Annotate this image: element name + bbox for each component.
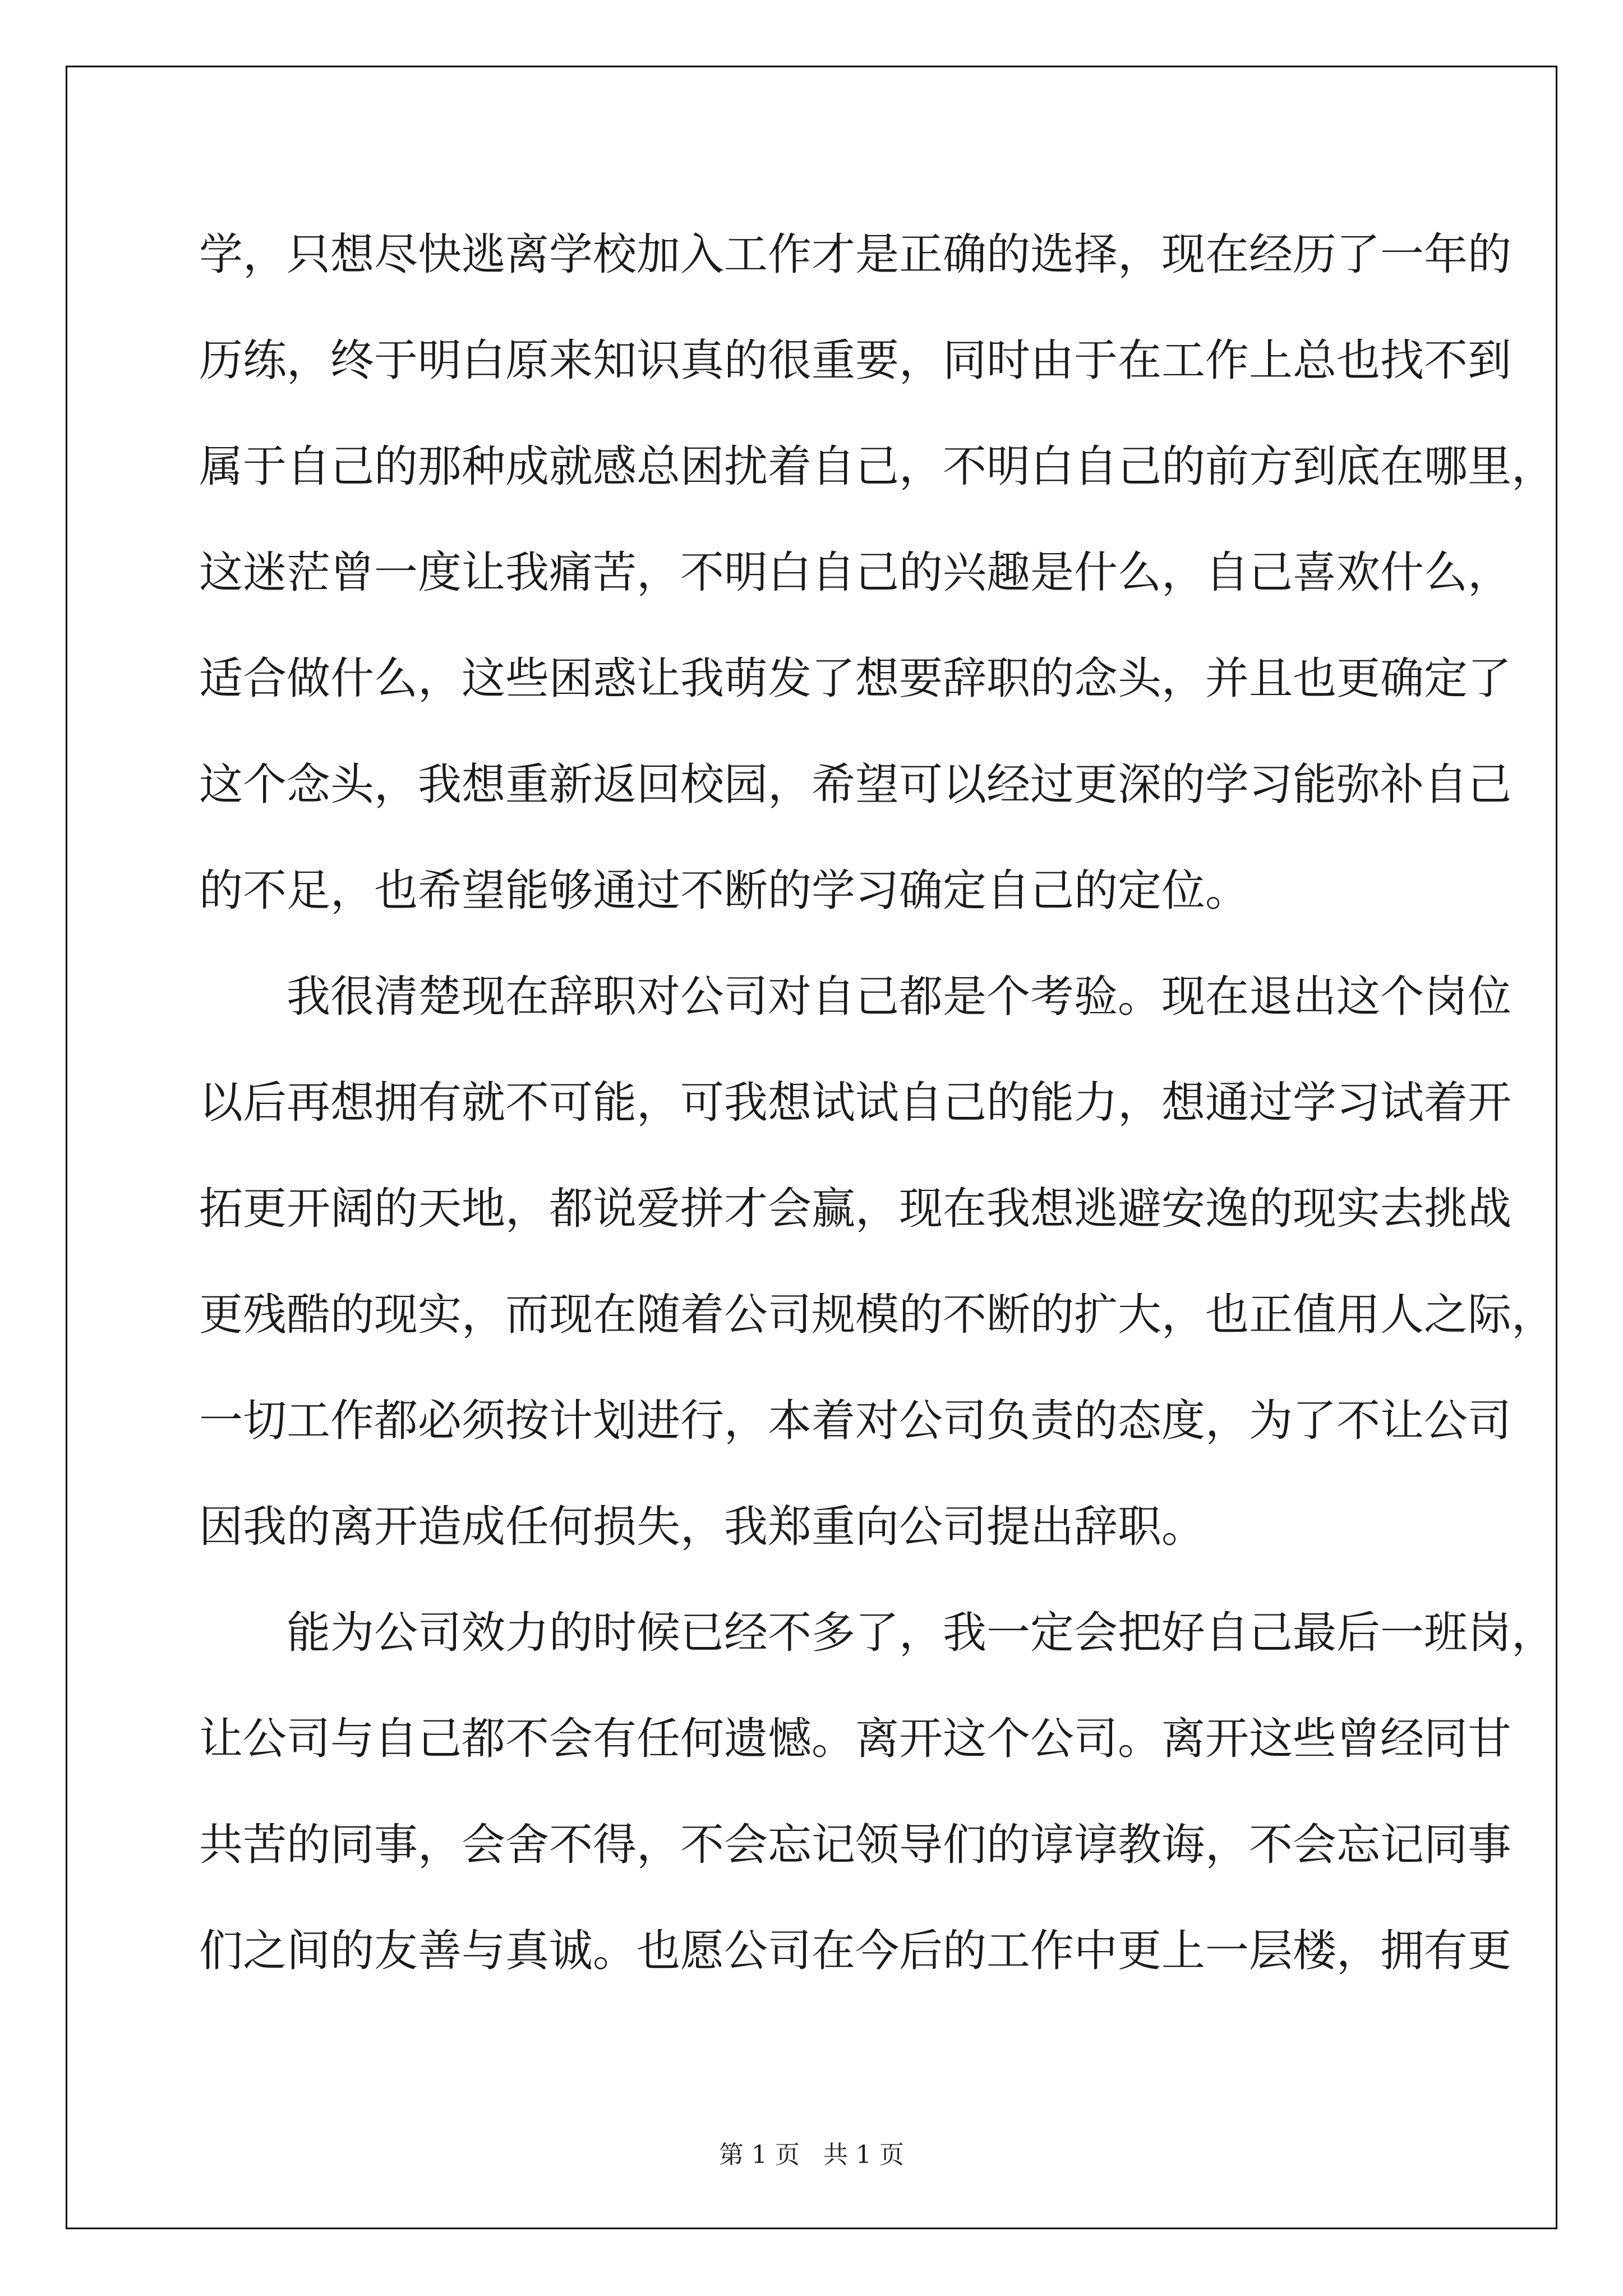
- text-line: 以后再想拥有就不可能，可我想试试自己的能力，想通过学习试着开: [199, 1078, 1512, 1128]
- text-line: 因我的离开造成任何损失，我郑重向公司提出辞职。: [199, 1502, 1206, 1552]
- page-number: 第 1 页: [719, 2141, 800, 2169]
- text-line: 学，只想尽快逃离学校加入工作才是正确的选择，现在经历了一年的: [199, 229, 1512, 280]
- text-line: 这个念头，我想重新返回校园，希望可以经过更深的学习能弥补自己: [199, 760, 1512, 810]
- text-line: 们之间的友善与真诚。也愿公司在今后的工作中更上一层楼，拥有更: [199, 1926, 1512, 1976]
- text-line: 的不足，也希望能够通过不断的学习确定自己的定位。: [199, 866, 1249, 916]
- document-body: [199, 202, 1556, 2004]
- page-footer: [0, 2134, 1623, 2170]
- text-line: 属于自己的那种成就感总困扰着自己，不明白自己的前方到底在哪里，: [199, 441, 1556, 492]
- text-line: 拓更开阔的天地，都说爱拼才会赢，现在我想逃避安逸的现实去挑战: [199, 1184, 1512, 1234]
- text-line: 共苦的同事，会舍不得，不会忘记领导们的谆谆教诲，不会忘记同事: [199, 1820, 1512, 1870]
- text-line: 历练，终于明白原来知识真的很重要，同时由于在工作上总也找不到: [199, 335, 1512, 386]
- text-line: 更残酷的现实，而现在随着公司规模的不断的扩大，也正值用人之际，: [199, 1290, 1556, 1340]
- text-line: 让公司与自己都不会有任何遗憾。离开这个公司。离开这些曾经同甘: [199, 1714, 1512, 1764]
- text-line: 能为公司效力的时候已经不多了，我一定会把好自己最后一班岗，: [287, 1608, 1556, 1658]
- text-line: 我很清楚现在辞职对公司对自己都是个考验。现在退出这个岗位: [287, 972, 1512, 1022]
- text-line: 适合做什么，这些困惑让我萌发了想要辞职的念头，并且也更确定了: [199, 654, 1512, 704]
- page-total: 共 1 页: [823, 2141, 904, 2169]
- text-line: 一切工作都必须按计划进行，本着对公司负责的态度，为了不让公司: [199, 1396, 1512, 1446]
- text-line: 这迷茫曾一度让我痛苦，不明白自己的兴趣是什么，自己喜欢什么，: [199, 547, 1512, 598]
